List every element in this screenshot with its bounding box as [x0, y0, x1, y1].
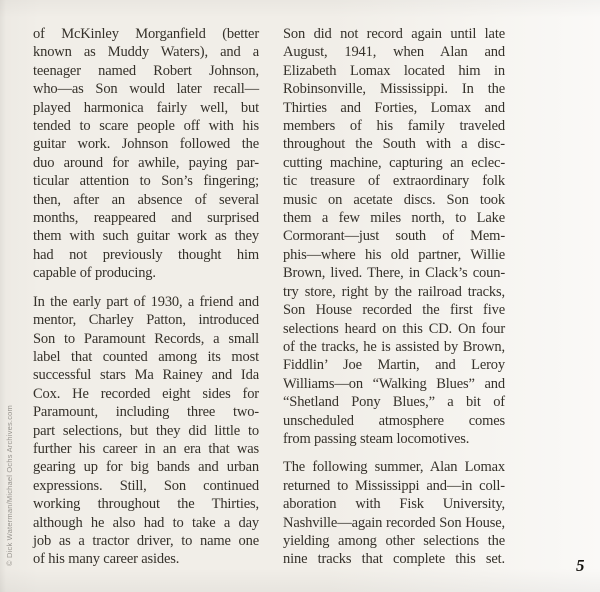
- text-line: aboration with Fisk University,: [283, 496, 505, 513]
- text-line: played harmonica fairly well, but: [33, 99, 259, 116]
- text-line: of the tracks, he is assisted by Brown,: [283, 338, 505, 355]
- text-line: had not previously thought him: [33, 246, 259, 263]
- text-line: them a few miles north, to Lake: [283, 210, 505, 227]
- text-line: of McKinley Morganfield (better: [33, 26, 259, 42]
- text-line: then, after an absence of several: [33, 191, 259, 208]
- text-line: Robinsonville, Mississippi. In the: [283, 81, 505, 98]
- text-line: label that counted among its most: [33, 348, 259, 365]
- text-line: tic treasure of extraordinary folk: [283, 173, 505, 190]
- text-line: expressions. Still, Son continued: [33, 477, 259, 494]
- text-line: The following summer, Alan Lomax: [283, 459, 505, 476]
- text-line: nine tracks that complete this set.: [283, 551, 505, 568]
- text-line: job as a tractor driver, to name one: [33, 532, 259, 549]
- text-line: August, 1941, when Alan and: [283, 44, 505, 61]
- text-line: returned to Mississippi and—in coll-: [283, 477, 505, 494]
- text-line: them with such guitar work as they: [33, 228, 259, 245]
- text-line: music on acetate discs. Son took: [283, 191, 505, 208]
- paragraph: [33, 293, 259, 569]
- text-line: from passing steam locomotives.: [283, 430, 470, 447]
- text-line: Brown, lived. There, in Clack’s coun-: [283, 265, 505, 282]
- text-line: Williams—on “Walking Blues” and: [283, 375, 505, 392]
- text-line: yielding among other selections the: [283, 532, 505, 549]
- right-text-column: [283, 25, 505, 579]
- text-line: Son did not record again until late: [283, 26, 505, 42]
- paragraph: [283, 25, 505, 448]
- text-line: unscheduled atmosphere comes: [283, 412, 505, 429]
- left-text-column: [33, 25, 259, 579]
- page-number: 5: [576, 556, 585, 575]
- text-line: members of his family traveled: [283, 118, 505, 135]
- text-line: Elizabeth Lomax located him in: [283, 62, 505, 79]
- text-line: mentor, Charley Patton, introduced: [33, 312, 259, 329]
- photo-credit: © Dick Waterman/Michael Ochs Archives.com: [5, 405, 14, 566]
- text-line: months, reappeared and surprised: [33, 210, 259, 227]
- text-line: teenager named Robert Johnson,: [33, 62, 259, 79]
- text-line: In the early part of 1930, a friend and: [33, 293, 259, 310]
- text-line: Fiddlin’ Joe Martin, and Leroy: [283, 357, 505, 374]
- text-line: further his career in an era that was: [33, 440, 259, 457]
- paragraph: [283, 458, 505, 568]
- text-line: try store, right by the railroad tracks,: [283, 283, 505, 300]
- text-line: who—as Son would later recall—: [33, 81, 259, 98]
- text-line: capable of producing.: [33, 265, 156, 282]
- text-line: Nashville—again recorded Son House,: [283, 514, 505, 531]
- text-line: working throughout the Thirties,: [33, 496, 259, 513]
- text-line: duo around for awhile, paying par-: [33, 154, 259, 171]
- text-line: successful stars Ma Rainey and Ida: [33, 367, 259, 384]
- text-line: although he also had to take a day: [33, 514, 259, 531]
- text-line: “Shetland Pony Blues,” a bit of: [283, 394, 505, 411]
- text-line: Cormorant—just south of Mem-: [283, 228, 505, 245]
- text-line: phis—where his old partner, Willie: [283, 246, 505, 263]
- text-line: of his many career asides.: [33, 551, 180, 568]
- text-line: selections heard on this CD. On four: [283, 320, 505, 337]
- text-line: Thirties and Forties, Lomax and: [283, 99, 505, 116]
- text-line: Son House recorded the first five: [283, 302, 505, 319]
- text-line: guitar work. Johnson followed the: [33, 136, 259, 153]
- text-line: Son to Paramount Records, a small: [33, 330, 259, 347]
- text-line: ticular attention to Son’s fingering;: [33, 173, 259, 190]
- text-line: part selections, but they did little to: [33, 422, 259, 439]
- paragraph: [33, 25, 259, 283]
- text-line: Paramount, including three two-: [33, 404, 259, 421]
- text-line: tended to scare people off with his: [33, 118, 259, 135]
- text-line: known as Muddy Waters), and a: [33, 44, 259, 61]
- text-line: cutting machine, capturing an eclec-: [283, 154, 505, 171]
- text-line: throughout the South with a disc-: [283, 136, 505, 153]
- text-line: gearing up for big bands and urban: [33, 459, 259, 476]
- text-line: Cox. He recorded eight sides for: [33, 385, 259, 402]
